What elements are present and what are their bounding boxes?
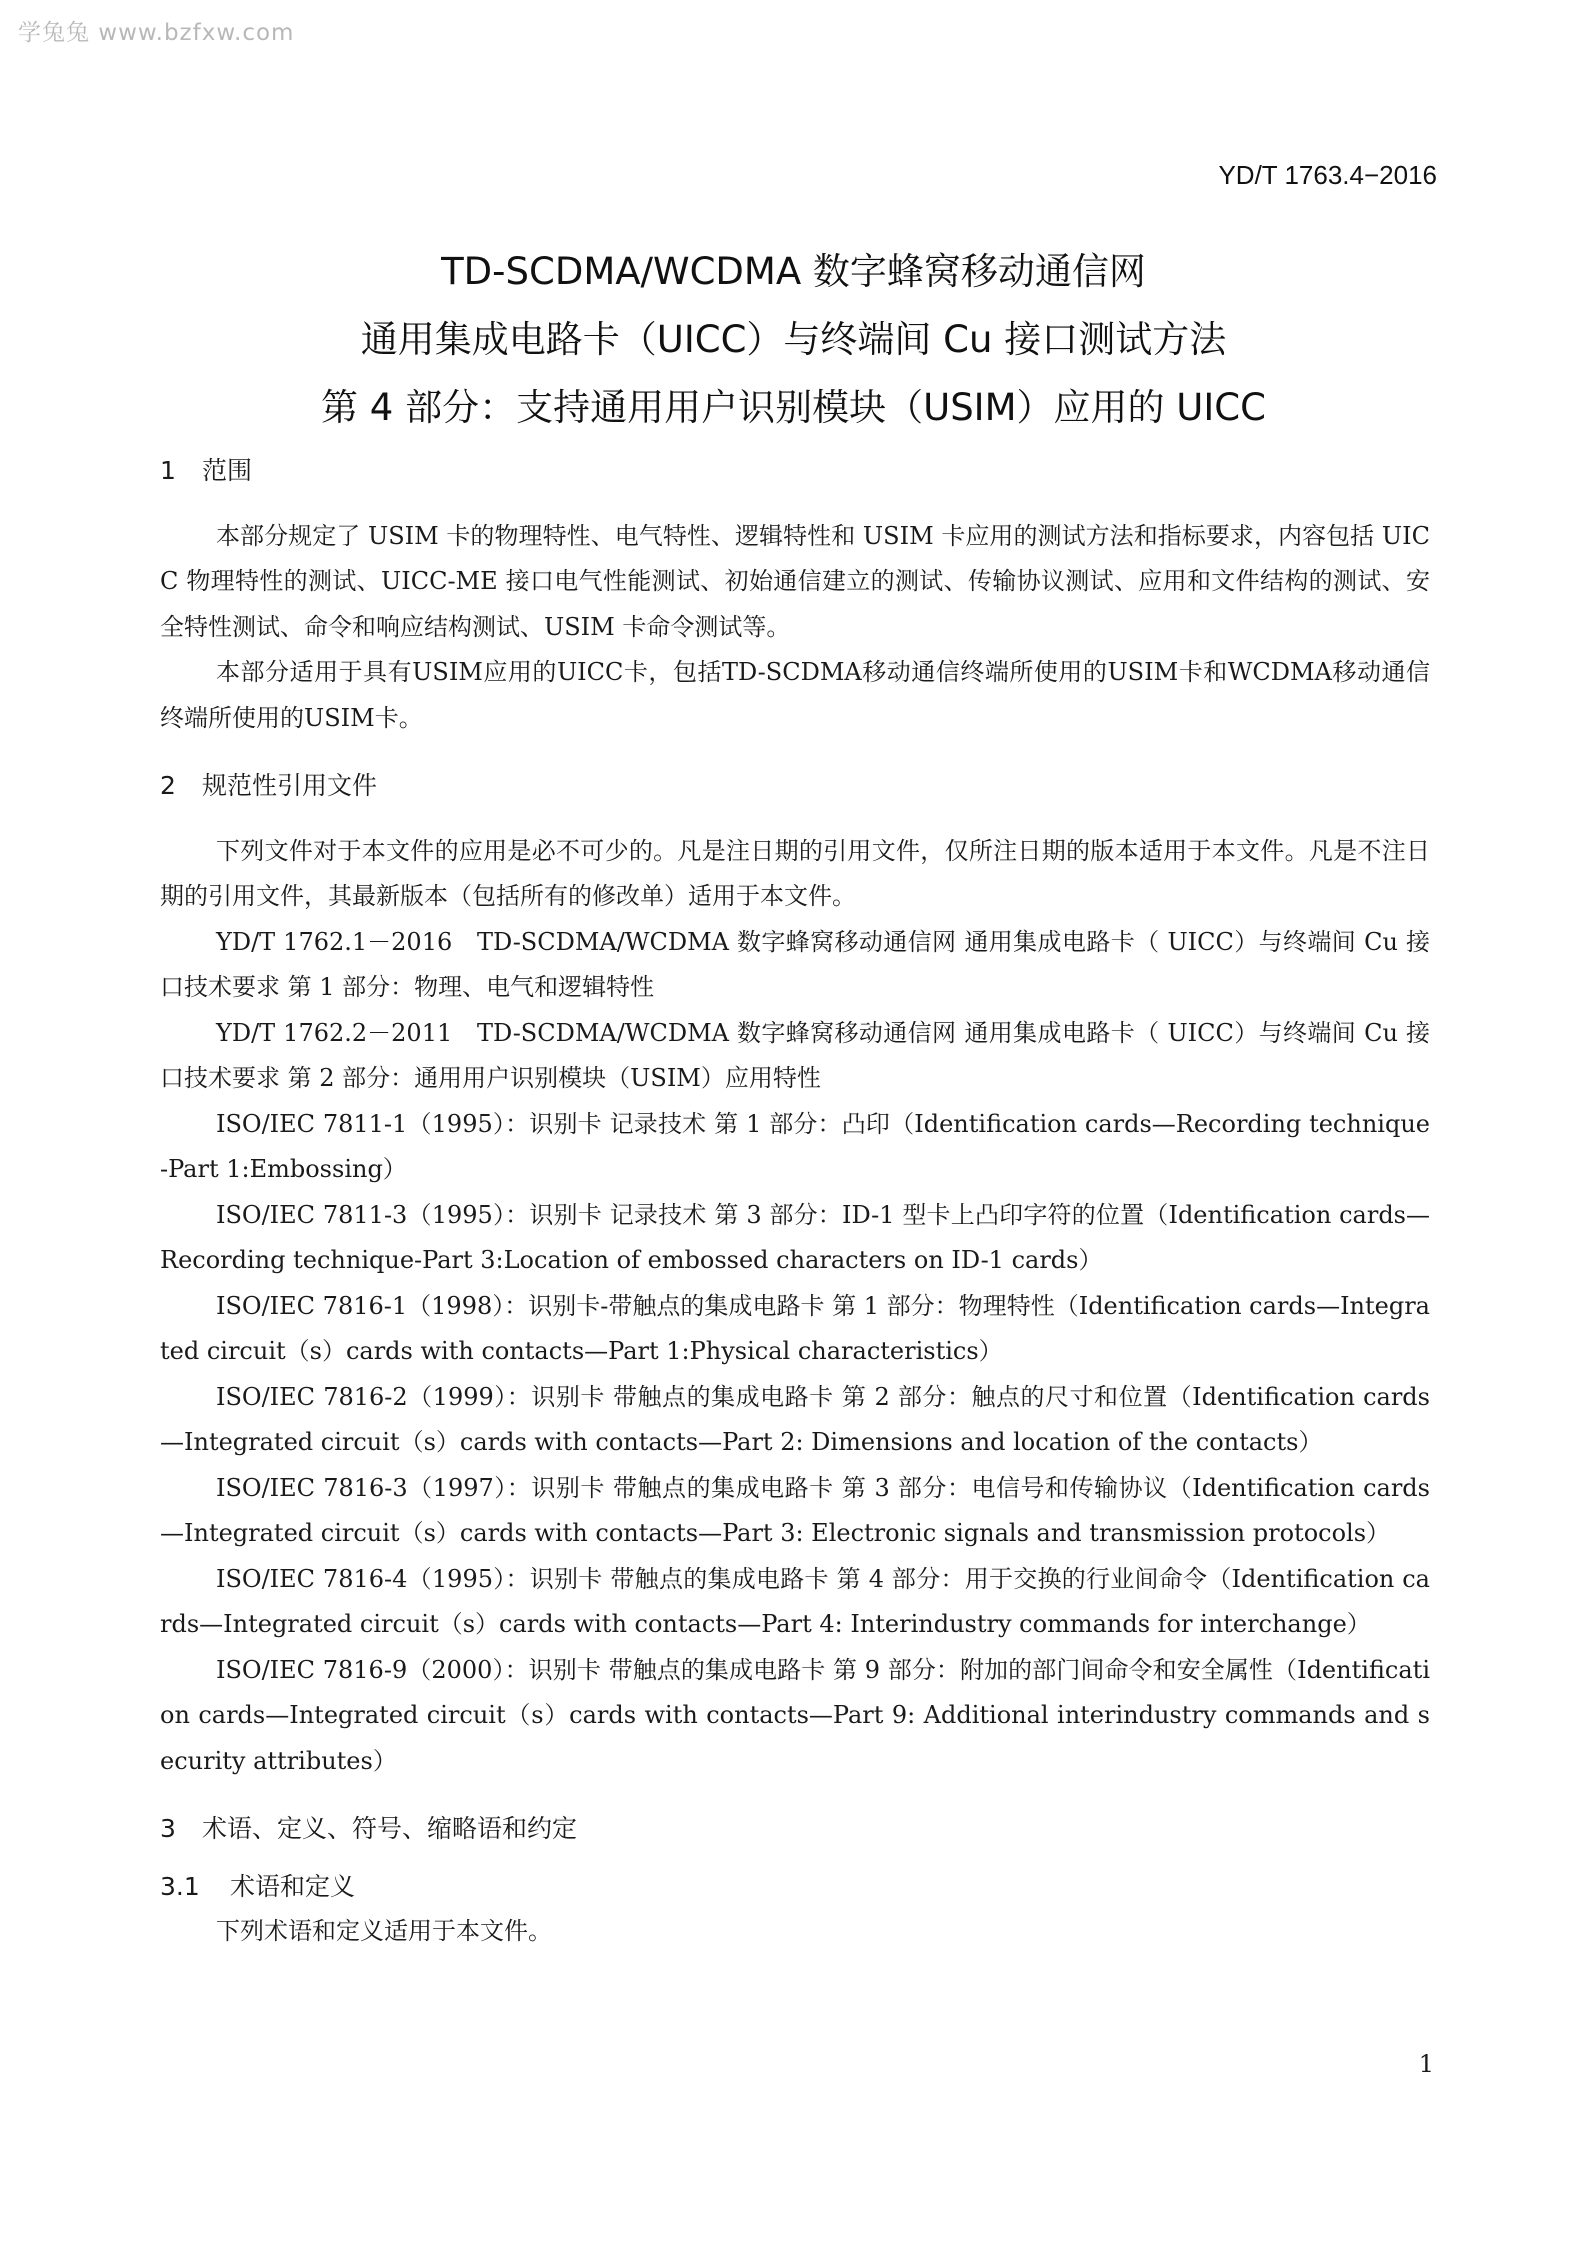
section-terms bbox=[160, 1806, 1430, 1955]
subsection-title: 术语和定义 bbox=[230, 1871, 356, 1901]
section-number: 3 bbox=[160, 1814, 176, 1843]
paragraph: 下列文件对于本文件的应用是必不可少的。凡是注日期的引用文件，仅所注日期的版本适用于本文件。凡是不注日期的引用文件，其最新版本（包括所有的修改单）适用于本文件。 bbox=[160, 836, 1430, 910]
title-line-3: 第 4 部分：支持通用用户识别模块（USIM）应用的 UICC bbox=[321, 386, 1266, 429]
reference-item: ISO/IEC 7811-3（1995）：识别卡 记录技术 第 3 部分：ID-1 型卡上凸印字符的位置（Identification cards—Recording technique-Part 3:Location of embossed characters on ID-1 cards） bbox=[160, 1200, 1430, 1274]
section-title: 范围 bbox=[202, 456, 253, 485]
title-line-1: TD-SCDMA/WCDMA 数字蜂窝移动通信网 bbox=[441, 250, 1146, 293]
reference-item: ISO/IEC 7816-2（1999）：识别卡 带触点的集成电路卡 第 2 部分：触点的尺寸和位置（Identification cards—Integrated circuit（s）cards with contacts—Part 2: Dimensions and location of the contacts） bbox=[160, 1382, 1430, 1456]
reference-item: ISO/IEC 7816-3（1997）：识别卡 带触点的集成电路卡 第 3 部分：电信号和传输协议（Identification cards—Integrated circuit（s）cards with contacts—Part 3: Electronic signals and transmission protocols） bbox=[160, 1473, 1430, 1547]
reference-item: ISO/IEC 7816-1（1998）：识别卡-带触点的集成电路卡 第 1 部分：物理特性（Identification cards—Integrated circuit（s）cards with contacts—Part 1:Physical characteristics） bbox=[160, 1291, 1430, 1365]
subsection-heading bbox=[160, 1864, 1430, 1910]
section-heading bbox=[160, 448, 1430, 494]
subsection-number: 3.1 bbox=[160, 1871, 200, 1901]
section-heading bbox=[160, 1806, 1430, 1852]
reference-item: YD/T 1762.2－2011 TD-SCDMA/WCDMA 数字蜂窝移动通信网 通用集成电路卡（ UICC）与终端间 Cu 接口技术要求 第 2 部分：通用用户识别模块（USIM）应用特性 bbox=[160, 1018, 1430, 1092]
section-heading bbox=[160, 763, 1430, 809]
reference-item: ISO/IEC 7816-4（1995）：识别卡 带触点的集成电路卡 第 4 部分：用于交换的行业间命令（Identification cards—Integrated circuit（s）cards with contacts—Part 4: Interindustry commands for interchange） bbox=[160, 1564, 1430, 1638]
reference-item: ISO/IEC 7811-1（1995）：识别卡 记录技术 第 1 部分：凸印（Identification cards—Recording technique-Part 1:Embossing） bbox=[160, 1109, 1430, 1183]
paragraph: 本部分规定了 USIM 卡的物理特性、电气特性、逻辑特性和 USIM 卡应用的测试方法和指标要求，内容包括 UICC 物理特性的测试、UICC-ME 接口电气性能测试、初始通信建立的测试、传输协议测试、应用和文件结构的测试、安全特性测试、命令和响应结构测试、USIM 卡命令测试等。 bbox=[160, 521, 1430, 641]
reference-item: ISO/IEC 7816-9（2000）：识别卡 带触点的集成电路卡 第 9 部分：附加的部门间命令和安全属性（Identification cards—Integrated circuit（s）cards with contacts—Part 9: Additional interindustry commands and security attributes） bbox=[160, 1655, 1430, 1775]
document-body bbox=[160, 448, 1430, 1977]
reference-item: YD/T 1762.1－2016 TD-SCDMA/WCDMA 数字蜂窝移动通信网 通用集成电路卡（ UICC）与终端间 Cu 接口技术要求 第 1 部分：物理、电气和逻辑特性 bbox=[160, 927, 1430, 1001]
title-line-2: 通用集成电路卡（UICC）与终端间 Cu 接口测试方法 bbox=[360, 318, 1227, 361]
document-title bbox=[0, 238, 1587, 442]
watermark: 学兔兔 www.bzfxw.com bbox=[18, 20, 295, 46]
section-title: 术语、定义、符号、缩略语和约定 bbox=[202, 1814, 578, 1843]
section-number: 2 bbox=[160, 771, 176, 800]
section-title: 规范性引用文件 bbox=[202, 771, 378, 800]
paragraph: 本部分适用于具有USIM应用的UICC卡，包括TD-SCDMA移动通信终端所使用的USIM卡和WCDMA移动通信终端所使用的USIM卡。 bbox=[160, 658, 1430, 732]
section-normative-references bbox=[160, 763, 1430, 1784]
standard-number: YD/T 1763.4−2016 bbox=[1218, 160, 1437, 190]
section-number: 1 bbox=[160, 456, 176, 485]
section-scope bbox=[160, 448, 1430, 741]
paragraph: 下列术语和定义适用于本文件。 bbox=[216, 1917, 552, 1945]
page-number: 1 bbox=[1418, 2050, 1434, 2078]
